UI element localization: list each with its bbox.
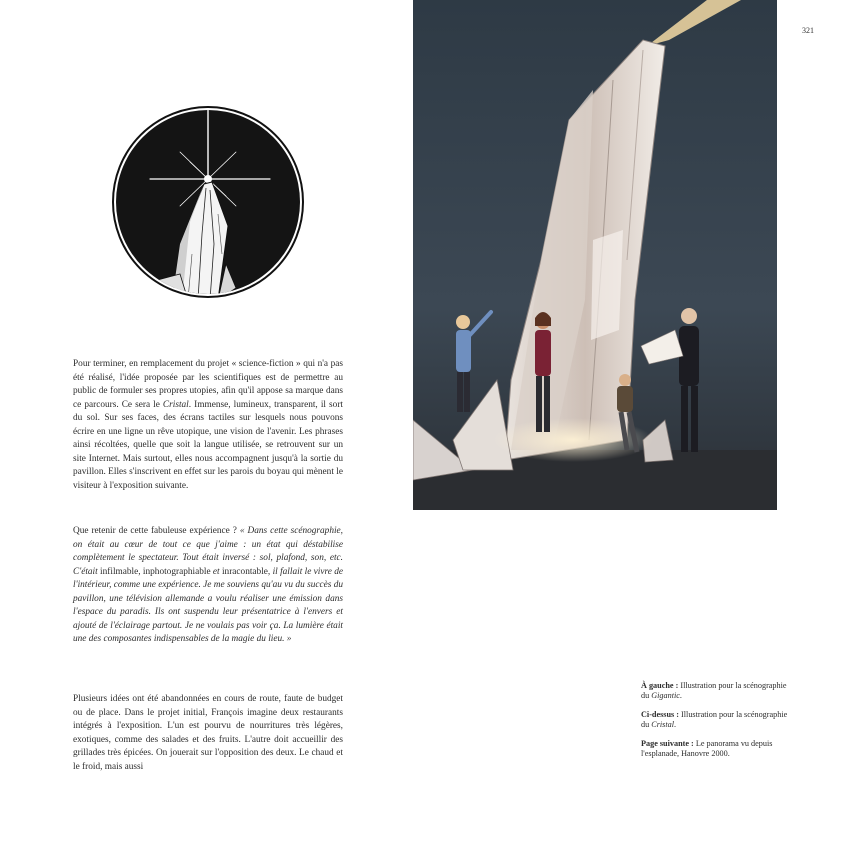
- crystal-scene-illustration: [413, 0, 777, 510]
- body-paragraph-2: [73, 525, 343, 647]
- quote-text: « Dans cette scénographie, on était au cœur de tout ce que j'aime : un état qui déstabilise complètement le spectateur. Tout était inversé : sol, plafond, son, etc. C'était: [73, 526, 343, 577]
- paragraph-text: Pour terminer, en remplacement du projet « science-fiction » qui n'a pas été réalisé, l'idée proposée par les scientifiques est de permettre au public de formuler ses propres utopies, afin qu'il appose sa marque dans ce parcours. Ce sera le: [73, 359, 343, 410]
- quote-text: et: [212, 566, 222, 577]
- quote-word: inracontable: [221, 566, 268, 577]
- caption-text: Le panorama vu depuis l'esplanade, Hanovre 2000.: [641, 738, 773, 759]
- caption-above: [641, 710, 791, 731]
- caption-left: [641, 681, 791, 702]
- quote-word: inphotographiable: [142, 566, 211, 577]
- paragraph-text: Que retenir de cette fabuleuse expérience ?: [73, 526, 240, 536]
- caption-heading: À gauche :: [641, 681, 679, 690]
- paragraph-text: Plusieurs idées ont été abandonnées en cours de route, faute de budget ou de place. Dans le projet initial, François imagine deux restaurants intégrés à l'exposition. L'un est pourvu de nourritures très légères, exotiques, comme des salades et des fruits. L'autre doit accueillir des grillades très épicées. On jouerait sur l'opposition des deux. Le chaud et le froid, mais aussi: [73, 694, 343, 772]
- page-number: 321: [802, 26, 814, 35]
- caption-text: .: [679, 691, 682, 701]
- caption-heading: Ci-dessus :: [641, 709, 679, 719]
- caption-heading: Page suivante :: [641, 738, 694, 748]
- caption-emphasis: Cristal: [651, 720, 674, 730]
- emphasis-cristal: Cristal: [162, 399, 189, 410]
- quote-punctuation: ,: [138, 566, 143, 577]
- body-paragraph-3: [73, 693, 343, 774]
- quote-word: infilmable: [100, 566, 139, 577]
- body-paragraph-1: [73, 358, 343, 493]
- caption-text: .: [674, 720, 677, 730]
- caption-text: Illustration pour la scénographie du: [641, 709, 788, 730]
- paragraph-text: . Immense, lumineux, transparent, il sort du sol. Sur ses faces, des écrans tactiles sur lesquels nous pouvons écrire en une ligne un rêve utopique, une vision de l'avenir. Les phrases ainsi récoltées, quelle que soit la langue utilisée, se retrouvent sur un site Internet. Mais surtout, elles nous accompagnent jusqu'à la sortie du pavillon. Elles s'inscrivent en effet sur les parois du boyau qui mènent le visiteur à l'exposition suivante.: [73, 399, 343, 491]
- crystal-medallion-icon: [110, 104, 306, 300]
- caption-text: Illustration pour la scénographie du: [641, 681, 787, 701]
- captions: [641, 681, 791, 767]
- caption-emphasis: Gigantic: [651, 691, 680, 701]
- quote-text: , il fallait le vivre de l'intérieur, comme une expérience. Je me souviens qu'au vu du succès du pavillon, une télévision allemande a voulu réaliser une émission dans l'espace du paradis. Ils ont suspendu leur présentatrice à l'envers et ajouté de l'éclairage partout. Je ne voulais pas voir ça. La lumière était une des composantes indispensables de la magie du lieu. »: [73, 566, 343, 645]
- caption-next: [641, 739, 791, 760]
